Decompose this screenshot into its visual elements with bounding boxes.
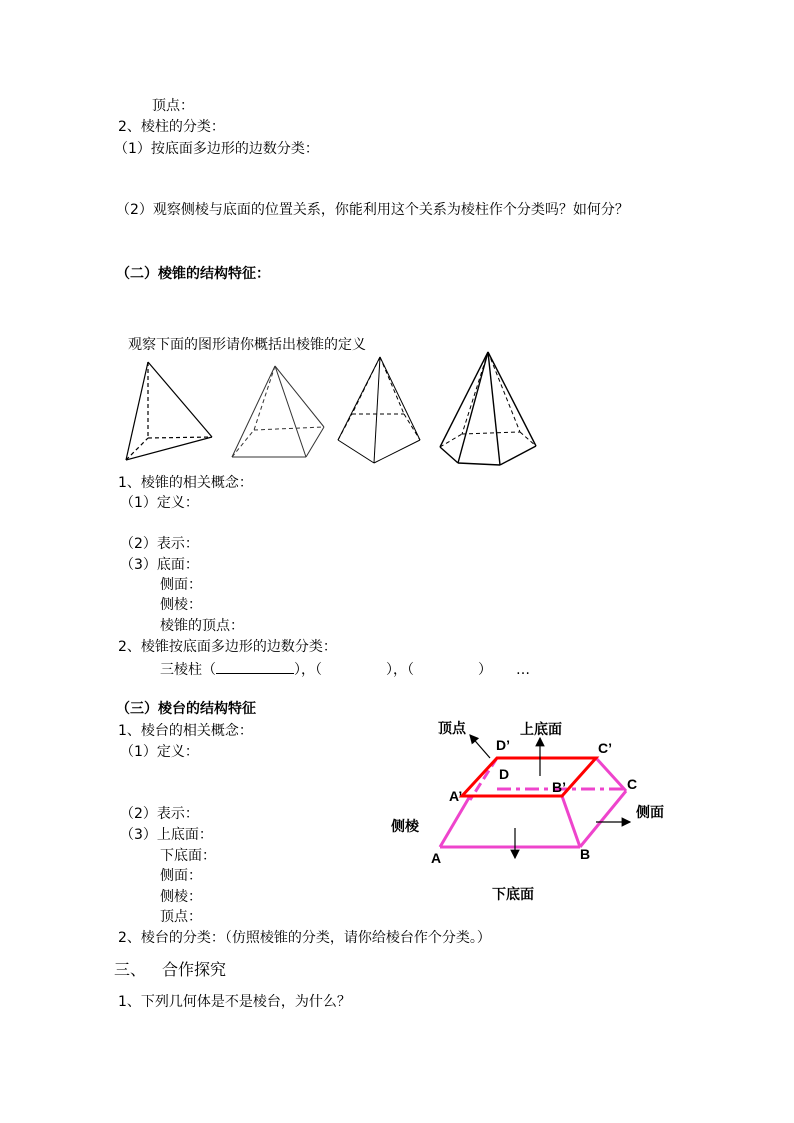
classify-ellipsis: … [516,662,530,678]
point-label-C1: C’ [598,740,612,756]
frustum-def: （1）定义： [120,744,199,760]
pyramid-heading: （二）棱锥的结构特征： [116,266,270,282]
frustum-notation: （2）表示： [120,806,199,822]
pyramid-side-face: 侧面： [160,577,202,593]
frustum-heading: （三）棱台的结构特征 [116,701,256,717]
diagram-label-side-edge: 侧棱 [391,819,419,835]
pyramid-observe: 观察下面的图形请你概括出棱锥的定义 [128,337,366,353]
section3-heading [114,961,226,979]
point-label-B: B [580,846,591,862]
frustum-bottom-base: 下底面： [160,848,216,864]
pyramid-side-edge: 侧棱： [160,597,202,613]
point-label-A: A [431,850,442,866]
pyramid-def: （1）定义： [120,495,199,511]
frustum-vertex: 顶点： [160,909,202,925]
pyramid-classify-title: 2、棱锥按底面多边形的边数分类： [118,639,337,655]
classify-sep-2: ），（ [386,662,414,678]
prism-vertex-line: 顶点： [152,98,194,114]
pyramid-base: （3）底面： [120,557,199,573]
pyramid-apex: 棱锥的顶点： [160,618,244,634]
frustum-side-edge: 侧棱： [160,889,202,905]
point-label-A1: A’ [449,788,463,804]
frustum-concepts-title: 1、棱台的相关概念： [118,723,253,739]
prism-classify-2: （2）观察侧棱与底面的位置关系，你能利用这个关系为棱柱作个分类吗？如何分？ [116,202,629,218]
section3-q1: 1、下列几何体是不是棱台，为什么？ [118,994,351,1010]
diagram-label-vertex: 顶点 [438,721,466,737]
diagram-label-side-face: 侧面 [636,805,664,821]
pyramid-notation: （2）表示： [120,536,199,552]
classify-sep-3: ） [478,662,492,678]
classify-sep-1: ），（ [294,662,322,678]
frustum-side-face: 侧面： [160,868,202,884]
point-label-D1: D’ [496,737,510,753]
diagram-label-bottom-base: 下底面 [492,887,534,903]
section3-title: 合作探究 [162,960,227,979]
frustum-top-base: （3）上底面： [120,827,213,843]
frustum-frame [440,758,626,847]
point-label-C: C [627,776,638,792]
prism-classify-1: （1）按底面多边形的边数分类： [114,141,319,157]
section3-num: 三、 [114,960,147,979]
prism-classify-title: 2、棱柱的分类： [118,119,225,135]
frustum-classify: 2、棱台的分类：（仿照棱锥的分类，请你给棱台作个分类。） [118,930,491,946]
point-label-D: D [499,766,510,782]
classify-start: 三棱柱（ [160,662,216,678]
pyramid-concepts-title: 1、棱锥的相关概念： [118,475,253,491]
point-label-B1: B’ [552,779,566,795]
diagram-label-top-base: 上底面 [520,722,562,738]
